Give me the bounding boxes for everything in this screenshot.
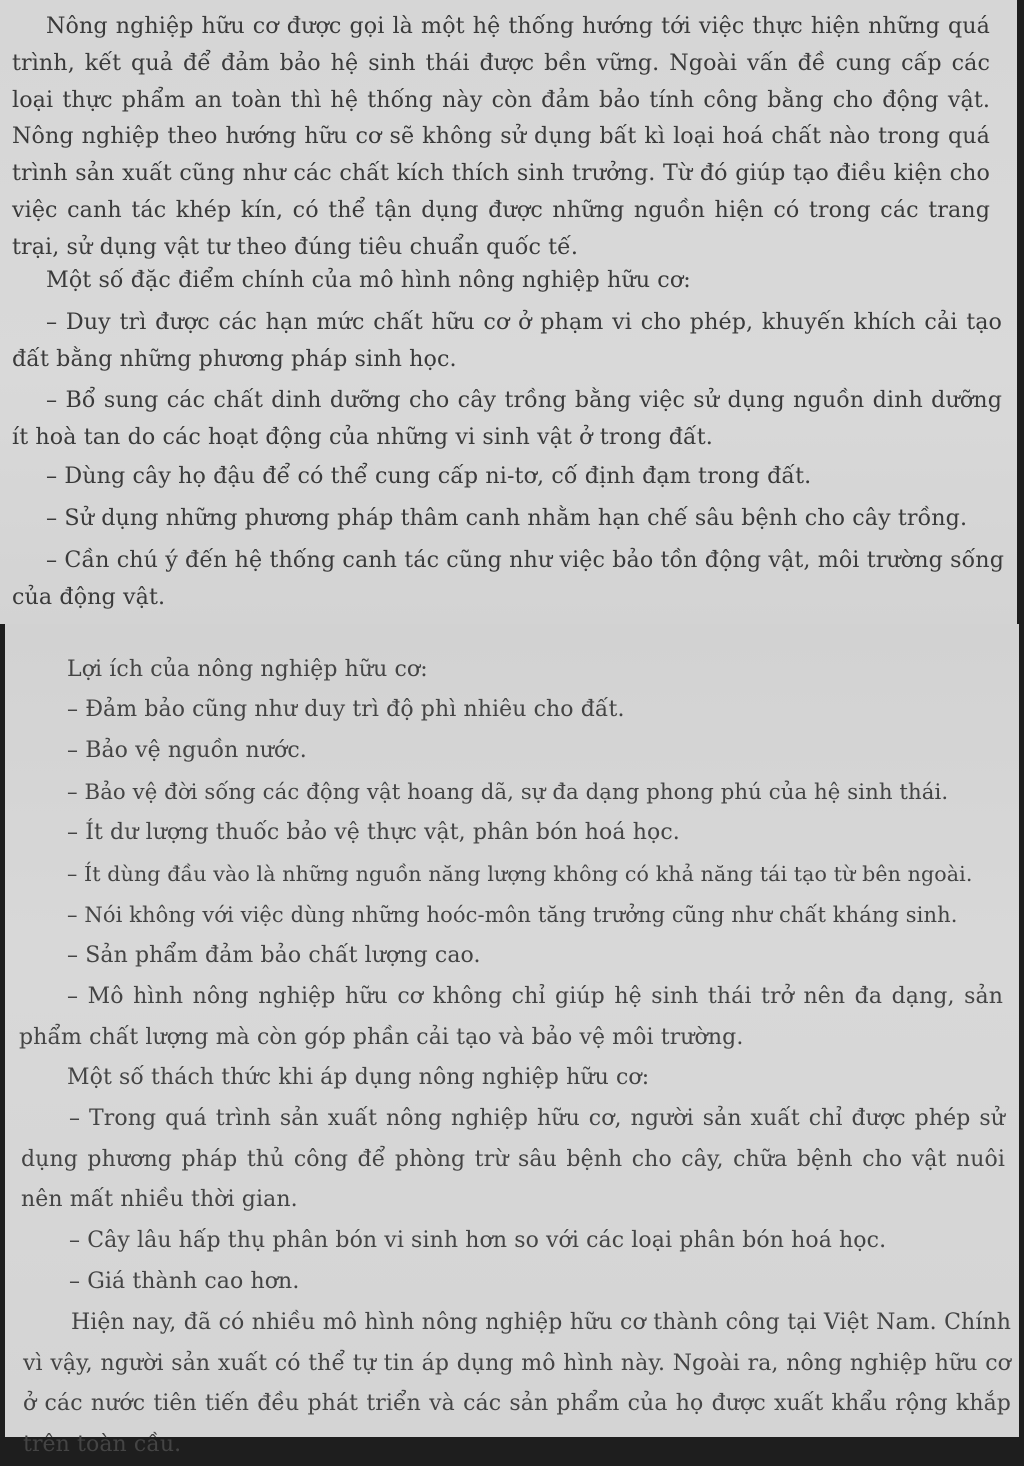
benefit-item-3	[67, 772, 1012, 813]
benefit-item-4	[67, 813, 997, 854]
benefit-text-3: – Bảo vệ đời sống các động vật hoang dã, sự đa dạng phong phú của hệ sinh thái.	[67, 779, 949, 804]
features-heading-text: Một số đặc điểm chính của mô hình nông nghiệp hữu cơ:	[46, 267, 691, 293]
feature-item-1	[12, 304, 1002, 378]
feature-item-4	[12, 500, 1002, 537]
conclusion-text: Hiện nay, đã có nhiều mô hình nông nghiệp hữu cơ thành công tại Việt Nam. Chính vì vậy, người sản xuất có thể tự tin áp dụng mô hình này. Ngoài ra, nông nghiệp hữu cơ ở các nước tiên tiến đều phát triển và các sản phẩm của họ được xuất khẩu rộng khắp trên toàn cầu.	[23, 1310, 1011, 1458]
benefits-heading	[67, 650, 997, 691]
benefit-item-2	[67, 731, 997, 772]
feature-item-5	[12, 542, 1004, 616]
lower-page-scan	[5, 624, 1019, 1458]
benefit-item-8	[19, 977, 1003, 1058]
feature-text-3: – Dùng cây họ đậu để có thể cung cấp ni-tơ, cố định đạm trong đất.	[46, 463, 812, 489]
benefit-text-8: – Mô hình nông nghiệp hữu cơ không chỉ giúp hệ sinh thái trở nên đa dạng, sản phẩm chất lượng mà còn góp phần cải tạo và bảo vệ môi trường.	[19, 984, 1003, 1050]
feature-text-1: – Duy trì được các hạn mức chất hữu cơ ở phạm vi cho phép, khuyến khích cải tạo đất bằng những phương pháp sinh học.	[12, 309, 1002, 372]
benefit-text-2: – Bảo vệ nguồn nước.	[67, 738, 307, 763]
benefit-item-7	[67, 936, 997, 977]
features-heading	[12, 262, 990, 299]
feature-text-4: – Sử dụng những phương pháp thâm canh nhằm hạn chế sâu bệnh cho cây trồng.	[46, 505, 968, 531]
benefit-text-4: – Ít dư lượng thuốc bảo vệ thực vật, phân bón hoá học.	[67, 820, 680, 845]
feature-text-5: – Cần chú ý đến hệ thống canh tác cũng như việc bảo tồn động vật, môi trường sống của động vật.	[12, 547, 1004, 610]
benefit-text-1: – Đảm bảo cũng như duy trì độ phì nhiêu cho đất.	[67, 697, 625, 722]
challenge-text-2: – Cây lâu hấp thụ phân bón vi sinh hơn so với các loại phân bón hoá học.	[69, 1228, 887, 1253]
intro-text: Nông nghiệp hữu cơ được gọi là một hệ thống hướng tới việc thực hiện những quá trình, kết quả để đảm bảo hệ sinh thái được bền vững. Ngoài vấn đề cung cấp các loại thực phẩm an toàn thì hệ thống này còn đảm bảo tính công bằng cho động vật. Nông nghiệp theo hướng hữu cơ sẽ không sử dụng bất kì loại hoá chất nào trong quá trình sản xuất cũng như các chất kích thích sinh trưởng. Từ đó giúp tạo điều kiện cho việc canh tác khép kín, có thể tận dụng được những nguồn hiện có trong các trang trại, sử dụng vật tư theo đúng tiêu chuẩn quốc tế.	[12, 13, 990, 260]
challenge-item-3	[69, 1262, 999, 1303]
feature-item-2	[12, 382, 1002, 456]
benefit-text-5: – Ít dùng đầu vào là những nguồn năng lượng không có khả năng tái tạo từ bên ngoài.	[67, 862, 973, 886]
benefit-item-6	[67, 895, 1012, 936]
benefits-heading-text: Lợi ích của nông nghiệp hữu cơ:	[67, 657, 428, 682]
challenge-text-3: – Giá thành cao hơn.	[69, 1269, 300, 1294]
feature-text-2: – Bổ sung các chất dinh dưỡng cho cây trồng bằng việc sử dụng nguồn dinh dưỡng ít hoà tan do các hoạt động của những vi sinh vật ở trong đất.	[12, 387, 1002, 450]
feature-item-3	[12, 458, 1002, 495]
intro-paragraph	[12, 8, 990, 266]
conclusion-paragraph	[23, 1303, 1011, 1466]
benefit-text-6: – Nói không với việc dùng những hoóc-môn tăng trưởng cũng như chất kháng sinh.	[67, 903, 958, 927]
challenges-heading	[67, 1058, 997, 1099]
benefit-item-1	[67, 690, 997, 731]
challenge-text-1: – Trong quá trình sản xuất nông nghiệp hữu cơ, người sản xuất chỉ được phép sử dụng phương pháp thủ công để phòng trừ sâu bệnh cho cây, chữa bệnh cho vật nuôi nên mất nhiều thời gian.	[21, 1106, 1005, 1213]
challenge-item-1	[21, 1099, 1005, 1221]
upper-page-scan	[0, 0, 1017, 624]
benefit-text-7: – Sản phẩm đảm bảo chất lượng cao.	[67, 943, 481, 968]
challenges-heading-text: Một số thách thức khi áp dụng nông nghiệp hữu cơ:	[67, 1065, 650, 1090]
challenge-item-2	[69, 1221, 999, 1262]
benefit-item-5	[67, 854, 1012, 895]
